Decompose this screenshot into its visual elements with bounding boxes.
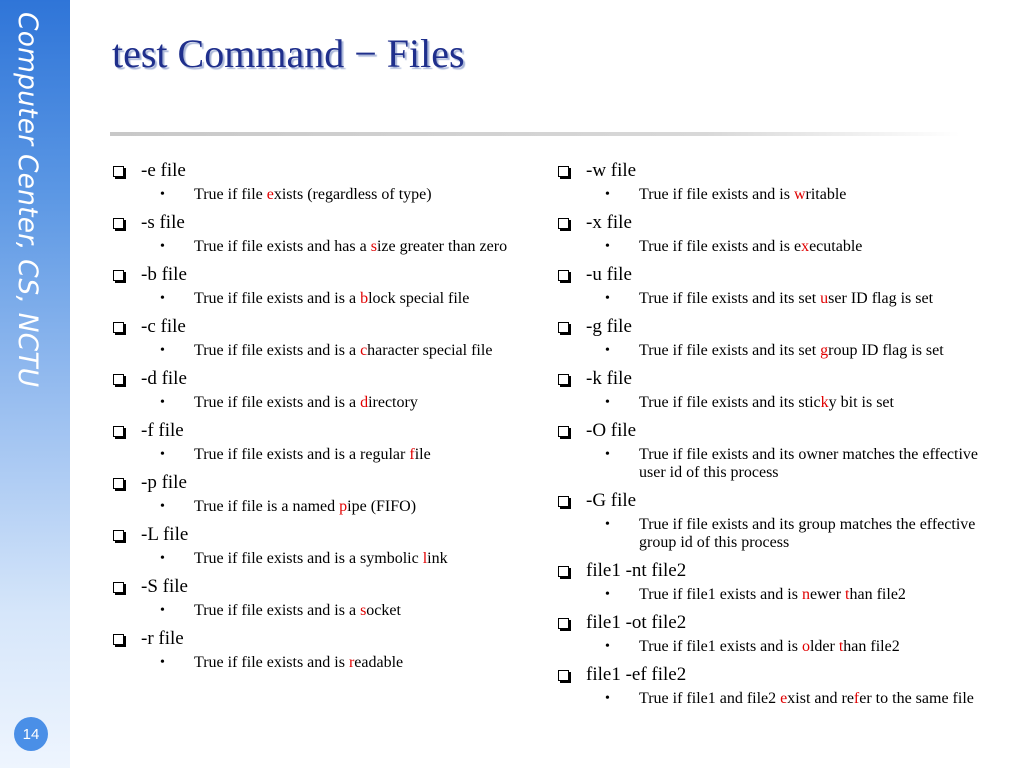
option-flag: -r file <box>141 628 184 649</box>
option-line <box>555 662 990 688</box>
option-description <box>555 342 990 360</box>
description-segment: lder <box>809 638 839 655</box>
description-segment: True if file exists and is e <box>639 238 802 255</box>
bullet-icon: • <box>605 291 610 306</box>
option-flag: -k file <box>586 368 632 389</box>
option-flag: -u file <box>586 264 632 285</box>
description-segment: True if file exists and is a <box>194 290 361 307</box>
description-segment: ocket <box>366 602 401 619</box>
bullet-icon: • <box>605 239 610 254</box>
description-segment: lock special file <box>368 290 470 307</box>
hollow-square-icon <box>113 218 124 229</box>
option-entry <box>110 626 530 672</box>
description-segment: haracter special file <box>367 342 493 359</box>
bullet-icon: • <box>160 499 165 514</box>
option-line <box>110 262 530 288</box>
description-segment: ser ID flag is set <box>828 290 934 307</box>
bullet-icon: • <box>605 447 610 462</box>
option-description <box>110 290 530 308</box>
description-segment: True if file <box>194 186 267 203</box>
option-description <box>110 394 530 412</box>
sidebar-title: Computer Center, CS, NCTU <box>12 12 43 388</box>
description-text <box>639 186 990 204</box>
option-flag: file1 -ef file2 <box>586 664 687 685</box>
option-entry <box>110 210 530 256</box>
option-entry <box>110 262 530 308</box>
title-divider <box>110 132 960 136</box>
description-text <box>194 394 530 412</box>
option-flag: -c file <box>141 316 186 337</box>
option-description <box>110 498 530 516</box>
highlighted-letter: n <box>801 586 810 603</box>
hollow-square-icon <box>113 530 124 541</box>
bullet-icon: • <box>160 239 165 254</box>
description-segment: han file2 <box>843 638 900 655</box>
option-entry <box>110 522 530 568</box>
bullet-icon: • <box>605 691 610 706</box>
option-flag: -w file <box>586 160 637 181</box>
hollow-square-icon <box>558 322 569 333</box>
hollow-square-icon <box>113 322 124 333</box>
highlighted-letter: e <box>780 690 788 707</box>
description-segment: True if file is a named <box>194 498 340 515</box>
hollow-square-icon <box>113 426 124 437</box>
option-entry <box>555 158 990 204</box>
option-line <box>110 522 530 548</box>
description-segment: True if file exists and is a <box>194 394 361 411</box>
highlighted-letter: k <box>820 394 829 411</box>
description-text <box>194 186 530 204</box>
option-entry <box>555 418 990 482</box>
option-entry <box>110 574 530 620</box>
bullet-icon: • <box>160 551 165 566</box>
bullet-icon: • <box>605 639 610 654</box>
option-description <box>555 690 990 708</box>
description-segment: roup ID flag is set <box>828 342 944 359</box>
description-segment: True if file exists and its group matches the effective group id of this process <box>639 516 976 551</box>
option-description <box>110 186 530 204</box>
option-entry <box>555 610 990 656</box>
option-flag: -b file <box>141 264 187 285</box>
option-entry <box>555 262 990 308</box>
highlighted-letter: f <box>409 446 415 463</box>
option-entry <box>110 470 530 516</box>
hollow-square-icon <box>558 374 569 385</box>
option-flag: file1 -nt file2 <box>586 560 687 581</box>
description-text <box>194 290 530 308</box>
description-segment: ecutable <box>809 238 863 255</box>
option-line <box>555 158 990 184</box>
description-text <box>639 638 990 656</box>
option-flag: file1 -ot file2 <box>586 612 687 633</box>
description-segment: ile <box>414 446 431 463</box>
option-line <box>555 210 990 236</box>
highlighted-letter: g <box>820 342 829 359</box>
hollow-square-icon <box>558 270 569 281</box>
option-line <box>110 366 530 392</box>
option-flag: -p file <box>141 472 187 493</box>
option-line <box>555 558 990 584</box>
bullet-icon: • <box>160 291 165 306</box>
option-line <box>110 626 530 652</box>
option-flag: -f file <box>141 420 184 441</box>
option-entry <box>110 158 530 204</box>
option-line <box>555 366 990 392</box>
hollow-square-icon <box>113 478 124 489</box>
highlighted-letter: o <box>801 638 810 655</box>
hollow-square-icon <box>113 582 124 593</box>
description-text <box>639 394 990 412</box>
highlighted-letter: t <box>845 586 850 603</box>
highlighted-letter: p <box>339 498 348 515</box>
highlighted-letter: d <box>360 394 369 411</box>
hollow-square-icon <box>558 566 569 577</box>
description-segment: ipe (FIFO) <box>347 498 417 515</box>
option-entry <box>110 366 530 412</box>
description-segment: True if file exists and its stic <box>639 394 821 411</box>
bullet-icon: • <box>160 655 165 670</box>
option-flag: -O file <box>586 420 637 441</box>
option-line <box>555 488 990 514</box>
option-description <box>555 516 990 552</box>
description-text <box>194 238 530 256</box>
bullet-icon: • <box>605 187 610 202</box>
description-segment: True if file exists and is a <box>194 602 361 619</box>
option-entry <box>110 314 530 360</box>
option-entry <box>555 210 990 256</box>
highlighted-letter: s <box>360 602 367 619</box>
description-segment: True if file1 exists and is <box>639 586 802 603</box>
hollow-square-icon <box>558 496 569 507</box>
option-flag: -G file <box>586 490 637 511</box>
option-description <box>110 342 530 360</box>
bullet-icon: • <box>160 603 165 618</box>
description-segment: True if file exists and is <box>639 186 794 203</box>
bullet-icon: • <box>160 395 165 410</box>
highlighted-letter: r <box>348 654 355 671</box>
highlighted-letter: t <box>838 638 844 655</box>
description-segment: y bit is set <box>828 394 894 411</box>
highlighted-letter: f <box>853 690 860 707</box>
option-entry <box>555 662 990 708</box>
hollow-square-icon <box>558 426 569 437</box>
option-line <box>555 262 990 288</box>
description-segment: eadable <box>354 654 404 671</box>
description-segment: True if file exists and is a symbolic <box>194 550 423 567</box>
hollow-square-icon <box>113 166 124 177</box>
highlighted-letter: e <box>266 186 274 203</box>
hollow-square-icon <box>558 218 569 229</box>
option-line <box>110 574 530 600</box>
highlighted-letter: u <box>820 290 829 307</box>
option-line <box>555 314 990 340</box>
option-entry <box>110 418 530 464</box>
highlighted-letter: s <box>370 238 377 255</box>
description-segment: xists (regardless of type) <box>273 186 432 203</box>
description-segment: True if file1 exists and is <box>639 638 802 655</box>
option-line <box>110 158 530 184</box>
left-option-column <box>110 158 530 678</box>
hollow-square-icon <box>558 166 569 177</box>
hollow-square-icon <box>113 270 124 281</box>
sidebar <box>0 0 70 768</box>
description-text <box>639 516 990 552</box>
option-description <box>555 186 990 204</box>
description-segment: True if file exists and is a regular <box>194 446 410 463</box>
hollow-square-icon <box>558 670 569 681</box>
option-flag: -S file <box>141 576 188 597</box>
description-segment: irectory <box>368 394 418 411</box>
description-segment: ewer <box>809 586 846 603</box>
description-text <box>194 550 530 568</box>
option-line <box>555 418 990 444</box>
highlighted-letter: b <box>360 290 369 307</box>
description-segment: True if file exists and is <box>194 654 349 671</box>
description-text <box>194 498 530 516</box>
option-description <box>555 446 990 482</box>
slide-title: test Command − Files <box>112 31 465 76</box>
description-segment: er to the same file <box>859 690 974 707</box>
description-text <box>194 342 530 360</box>
option-flag: -e file <box>141 160 186 181</box>
description-segment: ritable <box>805 186 847 203</box>
right-option-column <box>555 158 990 714</box>
option-description <box>555 394 990 412</box>
highlighted-letter: c <box>360 342 368 359</box>
description-segment: ize greater than zero <box>376 238 508 255</box>
option-flag: -d file <box>141 368 187 389</box>
description-segment: True if file exists and its set <box>639 290 821 307</box>
description-segment: ink <box>427 550 448 567</box>
option-description <box>555 238 990 256</box>
description-text <box>639 586 990 604</box>
description-segment: True if file1 and file2 <box>639 690 781 707</box>
description-text <box>639 238 990 256</box>
bullet-icon: • <box>160 447 165 462</box>
description-text <box>639 290 990 308</box>
option-line <box>110 314 530 340</box>
option-entry <box>555 314 990 360</box>
bullet-icon: • <box>605 517 610 532</box>
option-flag: -s file <box>141 212 185 233</box>
option-flag: -g file <box>586 316 632 337</box>
option-entry <box>555 558 990 604</box>
option-line <box>110 418 530 444</box>
description-text <box>639 690 990 708</box>
highlighted-letter: x <box>801 238 810 255</box>
bullet-icon: • <box>605 343 610 358</box>
bullet-icon: • <box>605 395 610 410</box>
description-segment: xist and re <box>787 690 854 707</box>
description-text <box>639 446 990 482</box>
description-text <box>194 602 530 620</box>
highlighted-letter: l <box>422 550 428 567</box>
highlighted-letter: w <box>793 186 806 203</box>
description-segment: True if file exists and is a <box>194 342 361 359</box>
bullet-icon: • <box>160 343 165 358</box>
option-description <box>555 586 990 604</box>
hollow-square-icon <box>558 618 569 629</box>
page-number-badge: 14 <box>14 717 48 751</box>
description-text <box>194 446 530 464</box>
option-entry <box>555 488 990 552</box>
option-description <box>110 446 530 464</box>
option-flag: -x file <box>586 212 632 233</box>
bullet-icon: • <box>605 587 610 602</box>
option-description <box>110 550 530 568</box>
hollow-square-icon <box>113 634 124 645</box>
description-segment: True if file exists and its owner matches the effective user id of this process <box>639 446 979 481</box>
description-text <box>194 654 530 672</box>
hollow-square-icon <box>113 374 124 385</box>
option-description <box>110 602 530 620</box>
description-segment: True if file exists and its set <box>639 342 821 359</box>
description-segment: True if file exists and has a <box>194 238 371 255</box>
option-entry <box>555 366 990 412</box>
bullet-icon: • <box>160 187 165 202</box>
option-description <box>110 238 530 256</box>
description-segment: han file2 <box>849 586 906 603</box>
option-description <box>555 290 990 308</box>
option-line <box>555 610 990 636</box>
option-description <box>555 638 990 656</box>
option-flag: -L file <box>141 524 189 545</box>
description-text <box>639 342 990 360</box>
option-line <box>110 210 530 236</box>
option-description <box>110 654 530 672</box>
option-line <box>110 470 530 496</box>
